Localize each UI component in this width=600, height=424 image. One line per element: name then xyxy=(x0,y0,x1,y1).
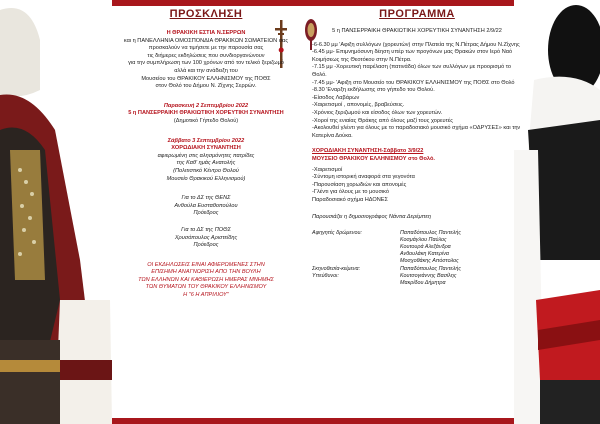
day1-item: -Χαιρετισμοί , απονομές, βραβεύσεις. xyxy=(312,102,405,109)
left-costume-figure xyxy=(0,0,112,424)
sig1-name: Ανθούλα Ευσταθοπούλου xyxy=(174,202,238,209)
intro-line-5: για την συμπλήρωση των 100 χρόνων από τον τελικό ξεριζωμό xyxy=(128,60,284,67)
day1-item: -7.45 μμ- 'Αφιξη στο Μουσείο του ΘΡΑΚΙΚΟΥ ΕΛΛΗΝΙΣΜΟΥ της ΠΟΘΣ στο Θολό xyxy=(312,79,515,86)
sig2-name: Χρυσόπουλος Αριστείδης xyxy=(174,234,238,241)
intro-line-6: αλλά και την ανάδειξη του xyxy=(174,67,238,74)
credit-name: Κοσμάγλου Παύλος xyxy=(400,237,447,244)
credit-name: Μακρίδου Δήμητρα xyxy=(400,279,446,286)
event1-date: Παρασκευή 2 Σεπτεμβρίου 2022 xyxy=(163,102,249,109)
credit-name: Ανθουλάκη Κατερίνα xyxy=(400,251,449,258)
footer-line-3: ΤΩΝ ΕΛΛΗΝΩΝ ΚΑΙ ΚΑΘΙΕΡΩΣΗ ΗΜΕΡΑΣ ΜΝΗΜΗΣ xyxy=(138,276,274,283)
day1-item: -6-6.30 μμ 'Αφιξη συλλόγων (χορευτών) στην Πλατεία της Ν.Πέτρας Δήμου Ν.Ζίχνης xyxy=(312,41,520,48)
day2-item: -Γλέντι για όλους με το μουσικό xyxy=(312,189,389,196)
day1-item: -Είσοδος Λαβάρων xyxy=(312,94,360,101)
program-section xyxy=(312,8,522,287)
intro-line-3: προσκαλούν να τιμήσετε με την παρουσία σας xyxy=(148,45,264,52)
invitation-section xyxy=(112,8,300,300)
day2-place: ΜΟΥΣΕΙΟ ΘΡΑΚΙΚΟΥ ΕΛΛΗΝΙΣΜΟΥ στο Θολό. xyxy=(312,155,435,162)
intro-line-4: τις διήμερες εκδηλώσεις που συνδιοργανώνουν xyxy=(147,52,265,59)
credit-role xyxy=(312,258,400,265)
day1-item: -8.30 'Εναρξη εκδήλωσης στο γήπεδο του Θολού. xyxy=(312,87,435,94)
day1-item: -Ακολουθεί γλέντι για όλους με το παραδοσιακό μουσικό σχήμα «ΟΔΡΥΣΕΣ» και την Κατερίνα Δούκα. xyxy=(312,125,521,139)
event1-title: 5 η ΠΑΝΣΕΡΡΑΙΚΗ ΘΡΑΚΙΩΤΙΚΗ ΧΟΡΕΥΤΙΚΗ ΣΥΝΑΝΤΗΣΗ xyxy=(128,110,284,117)
credit-role: Αφηγητές δρώμενου: xyxy=(312,230,362,237)
footer-line-5: Η "6 Η ΑΠΡΙΛΙΟΥ" xyxy=(183,291,229,298)
sig2-role: Πρόεδρος xyxy=(193,242,219,249)
credit-name: Μοσχοθάκης Απόστολος xyxy=(400,258,459,265)
day1-item: -Χοροί της ενιαίας Θράκης από όλους μαζί τους χορευτές xyxy=(312,117,453,124)
invitation-title: ΠΡΟΣΚΛΗΣΗ xyxy=(169,8,243,20)
day2-item: Παραδοσιακό σχήμα ΗΔΟΝΕΣ xyxy=(312,196,388,203)
sig1-role: Πρόεδρος xyxy=(193,209,219,216)
credit-role xyxy=(312,237,400,244)
credits-list xyxy=(312,230,522,287)
credit-name: Παπαδόπουλος Παντελής xyxy=(400,230,461,237)
presenter-line: Παρουσιάζει η δημοσιογράφος Νάντια Δερέμπεη xyxy=(312,214,431,221)
intro-line-8: στον Θολό του Δήμου Ν. Ζίχνης Σερρών. xyxy=(155,83,257,90)
credit-name: Κουτσογιάννης Βασίλης xyxy=(400,272,457,279)
credit-role xyxy=(312,280,400,287)
credit-name: Κουτουρά Αλεξάνδρα xyxy=(400,244,451,251)
event1-place: (Δημοτικό Γήπεδο Θολού) xyxy=(173,117,239,124)
day2-heading: ΧΟΡΩΔΙΑΚΗ ΣΥΝΑΝΤΗΣΗ-Σάββατο 3/9/22 xyxy=(312,148,424,155)
day2-item: -Χαιρετισμοί xyxy=(312,166,343,173)
footer-line-2: ΕΠΙΣΗΜΗ ΑΝΑΓΝΩΡΙΣΗ ΑΠΟ ΤΗΝ ΒΟΥΛΗ xyxy=(151,269,261,276)
program-title: ΠΡΟΓΡΑΜΜΑ xyxy=(379,8,455,20)
footer-line-4: ΤΩΝ ΘΥΜΑΤΩΝ ΤΟΥ ΘΡΑΚΙΚΟΥ ΕΛΛΗΝΙΣΜΟΥ xyxy=(145,284,267,291)
organizer-line-1: Η ΘΡΑΚΙΚΗ ΕΣΤΙΑ Ν.ΣΕΡΡΩΝ xyxy=(166,30,246,36)
credit-role: Υπεύθυνοι: xyxy=(312,272,339,279)
day2-item: -Παρουσίαση χορωδιών και απονομές xyxy=(312,181,407,188)
credit-role: Σκηνοθεσία-κείμενα: xyxy=(312,265,361,272)
credit-role xyxy=(312,244,400,251)
right-costume-figure xyxy=(514,0,600,424)
footer-line-1: ΟΙ ΕΚΔΗΛΩΣΕΙΣ ΕΙΝΑΙ ΑΦΙΕΡΩΜΕΝΕΣ ΣΤΗΝ xyxy=(147,261,265,268)
intro-line-7: Μουσείου του ΘΡΑΚΙΚΟΥ ΕΛΛΗΝΙΣΜΟΥ της ΠΟΘΣ xyxy=(141,75,271,82)
event2-date: Σάββατο 3 Σεπτεμβρίου 2022 xyxy=(167,137,245,144)
sig2-line-1: Για το ΔΣ της ΠΟΘΣ xyxy=(181,227,231,234)
day1-heading: 5 η ΠΑΝΣΕΡΡΑΙΚΗ ΘΡΑΚΙΩΤΙΚΗ ΧΟΡΕΥΤΙΚΗ ΣΥΝΑΝΤΗΣΗ 2/9/22 xyxy=(332,28,502,34)
day1-item: -7.15 μμ -Χορευτική παρέλαση (πατινάδα) όλων των συλλόγων με προορισμό το Θολό. xyxy=(312,64,512,78)
event2-line-2: της Καθ' ημάς Ανατολής xyxy=(176,160,236,167)
event2-title: ΧΟΡΩΔΙΑΚΗ ΣΥΝΑΝΤΗΣΗ xyxy=(171,145,241,152)
day2-item: -Σύντομη ιστορική αναφορά στα γεγονότα xyxy=(312,174,415,181)
event2-line-3: (Πολιτιστικό Κέντρο Θολού xyxy=(173,167,239,174)
credit-role xyxy=(312,251,400,258)
sig1-line-1: Για το ΔΣ της ΘΕΝΣ xyxy=(181,195,231,202)
day1-item: -Χρόνιος ξεριζωμού και είσοδος όλων των χορευτών. xyxy=(312,109,443,116)
organizer-line-2: και η ΠΑΝΕΛΛΗΝΙΑ ΟΜΟΣΠΟΝΔΙΑ ΘΡΑΚΙΚΩΝ ΣΩΜΑΤΕΙΩΝ σας xyxy=(123,37,289,44)
event2-line-1: αφιερωμένη στις αλησμόνητες πατρίδες xyxy=(157,152,255,159)
credit-name: Παπαδόπουλος Παντελής xyxy=(400,265,461,272)
event2-line-4: Μουσείο Θρακικού Ελληνισμού) xyxy=(166,175,246,182)
day1-item: -6.45 μμ- Επιμνημόσυνη δέηση υπέρ των προγόνων μας Θρακών στον Ιερό Ναό Κοιμήσεως της Θεοτόκου στην Ν.Πέτρα. xyxy=(312,49,513,63)
